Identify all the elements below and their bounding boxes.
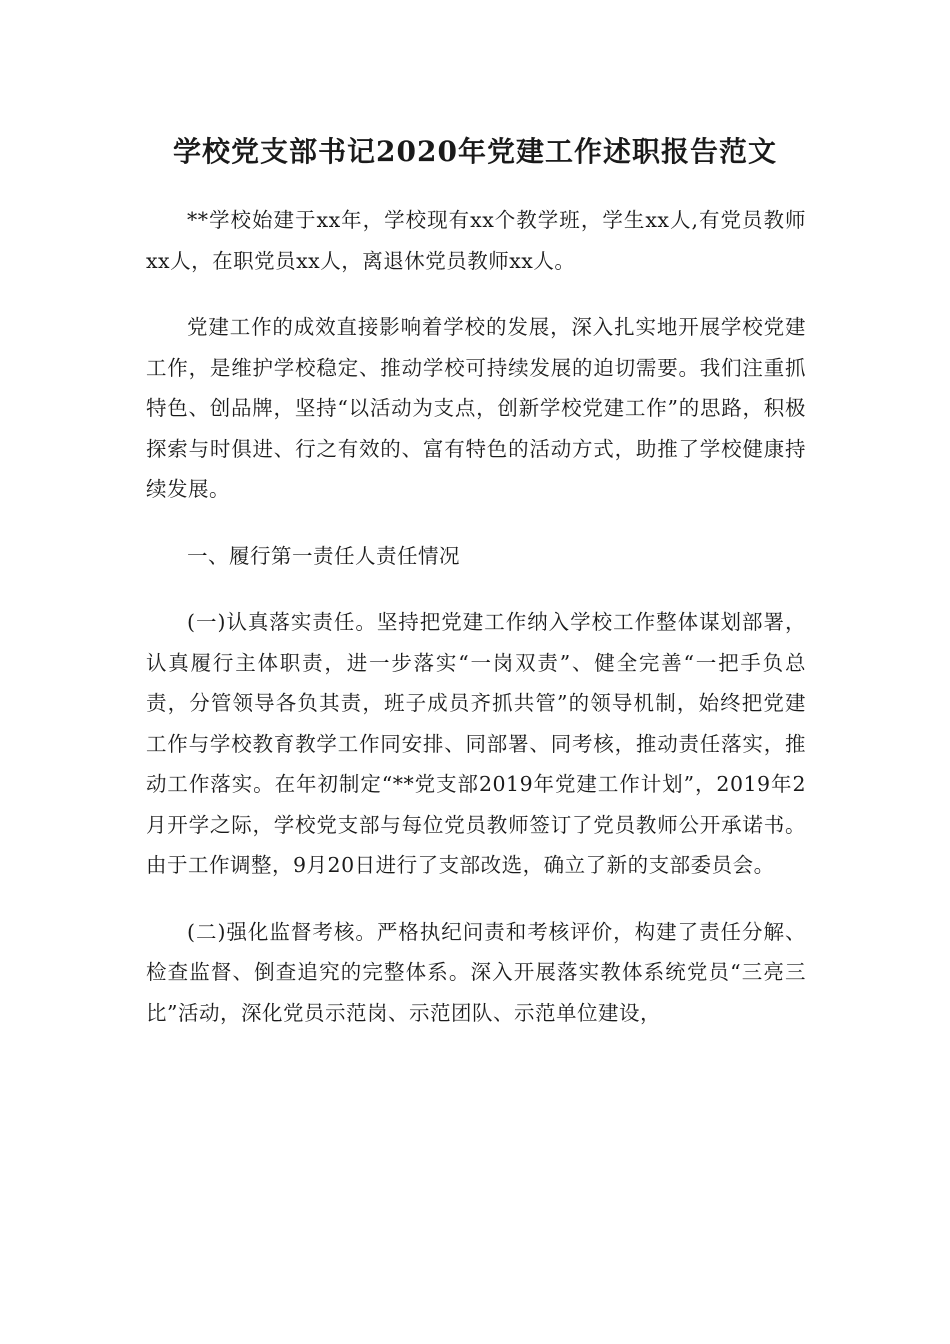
paragraph-implement-responsibility: (一)认真落实责任。坚持把党建工作纳入学校工作整体谋划部署，认真履行主体职责，进一步落实“一岗双责”、健全完善“一把手负总责，分管领导各负其责，班子成员齐抓共管”的领导机制，始终把党建工作与学校教育教学工作同安排、同部署、同考核，推动责任落实，推动工作落实。在年初制定“**党支部2019年党建工作计划”，2019年2月开学之际，学校党支部与每位党员教师签订了党员教师公开承诺书。由于工作调整，9月20日进行了支部改选，确立了新的支部委员会。	[146, 610, 806, 877]
document-title: 学校党支部书记2020年党建工作述职报告范文	[173, 135, 777, 168]
paragraph-supervision-assessment: (二)强化监督考核。严格执纪问责和考核评价，构建了责任分解、检查监督、倒查追究的完整体系。深入开展落实教体系统党员“三亮三比”活动，深化党员示范岗、示范团队、示范单位建设，	[146, 919, 806, 1025]
document-body	[146, 200, 806, 1059]
paragraph-party-building-intro: 党建工作的成效直接影响着学校的发展，深入扎实地开展学校党建工作，是维护学校稳定、推动学校可持续发展的迫切需要。我们注重抓特色、创品牌，坚持“以活动为支点，创新学校党建工作”的思路，积极探索与时俱进、行之有效的、富有特色的活动方式，助推了学校健康持续发展。	[146, 315, 806, 501]
section-heading-1: 一、履行第一责任人责任情况	[187, 543, 460, 568]
paragraph-school-overview: **学校始建于xx年，学校现有xx个教学班，学生xx人,有党员教师xx人，在职党员xx人，离退休党员教师xx人。	[146, 208, 806, 273]
